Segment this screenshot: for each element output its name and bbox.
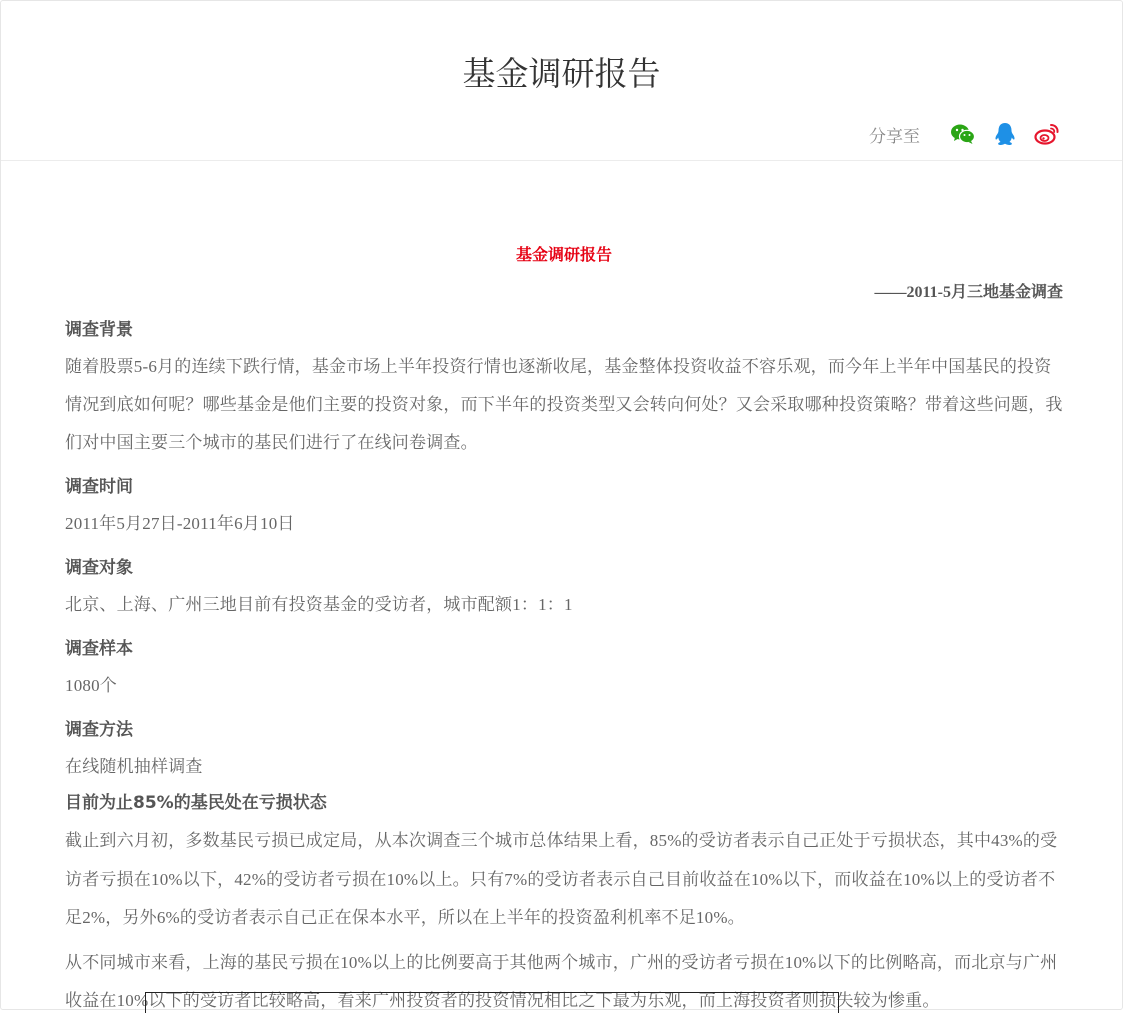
section-heading-sample: 调查样本: [65, 639, 133, 658]
page-title: 基金调研报告: [462, 54, 661, 93]
section-heading-background: 调查背景: [65, 320, 133, 339]
finding-heading: 目前为止85%的基民处在亏损状态: [65, 793, 327, 813]
wechat-icon[interactable]: [950, 121, 976, 147]
section-text-background: 随着股票5-6月的连续下跌行情，基金市场上半年投资行情也逐渐收尾，基金整体投资收益不容乐观，而今年上半年中国基民的投资情况到底如何呢？哪些基金是他们主要的投资对象，而下半年的投资类型又会转向何处？又会采取哪种投资策略？带着这些问题，我们对中国主要三个城市的基民们进行了在线问卷调查。: [65, 357, 1063, 452]
page-header: [1, 1, 1122, 161]
section-text-sample: 1080个: [65, 676, 117, 695]
article-subtitle: ——2011-5月三地基金调查: [874, 284, 1063, 301]
share-label: 分享至: [869, 126, 920, 147]
finding-paragraph: 从不同城市来看，上海的基民亏损在10%以上的比例要高于其他两个城市，广州的受访者亏损在10%以下的比例略高，而北京与广州收益在10%以下的受访者比较略高，看来广州投资者的投资情况相比之下最为乐观，而上海投资者则损失较为惨重。: [65, 952, 1058, 1010]
weibo-icon[interactable]: [1034, 121, 1060, 147]
article-body: [65, 161, 1063, 1021]
section-text-time: 2011年5月27日-2011年6月10日: [65, 514, 295, 533]
section-heading-subjects: 调查对象: [65, 558, 133, 577]
section-heading-time: 调查时间: [65, 477, 133, 496]
share-bar: [869, 121, 1060, 147]
data-table-top-edge: [145, 992, 839, 1013]
article-title: 基金调研报告: [515, 247, 612, 264]
section-heading-method: 调查方法: [65, 720, 133, 739]
finding-paragraph: 截止到六月初，多数基民亏损已成定局，从本次调查三个城市总体结果上看，85%的受访者表示自己正处于亏损状态，其中43%的受访者亏损在10%以下，42%的受访者亏损在10%以上。只有7%的受访者表示自己目前收益在10%以下，而收益在10%以上的受访者不足2%，另外6%的受访者表示自己正在保本水平，所以在上半年的投资盈利机率不足10%。: [65, 831, 1058, 927]
section-text-subjects: 北京、上海、广州三地目前有投资基金的受访者，城市配额1：1：1: [65, 595, 573, 614]
qq-icon[interactable]: [992, 121, 1018, 147]
section-text-method: 在线随机抽样调查: [65, 757, 203, 776]
